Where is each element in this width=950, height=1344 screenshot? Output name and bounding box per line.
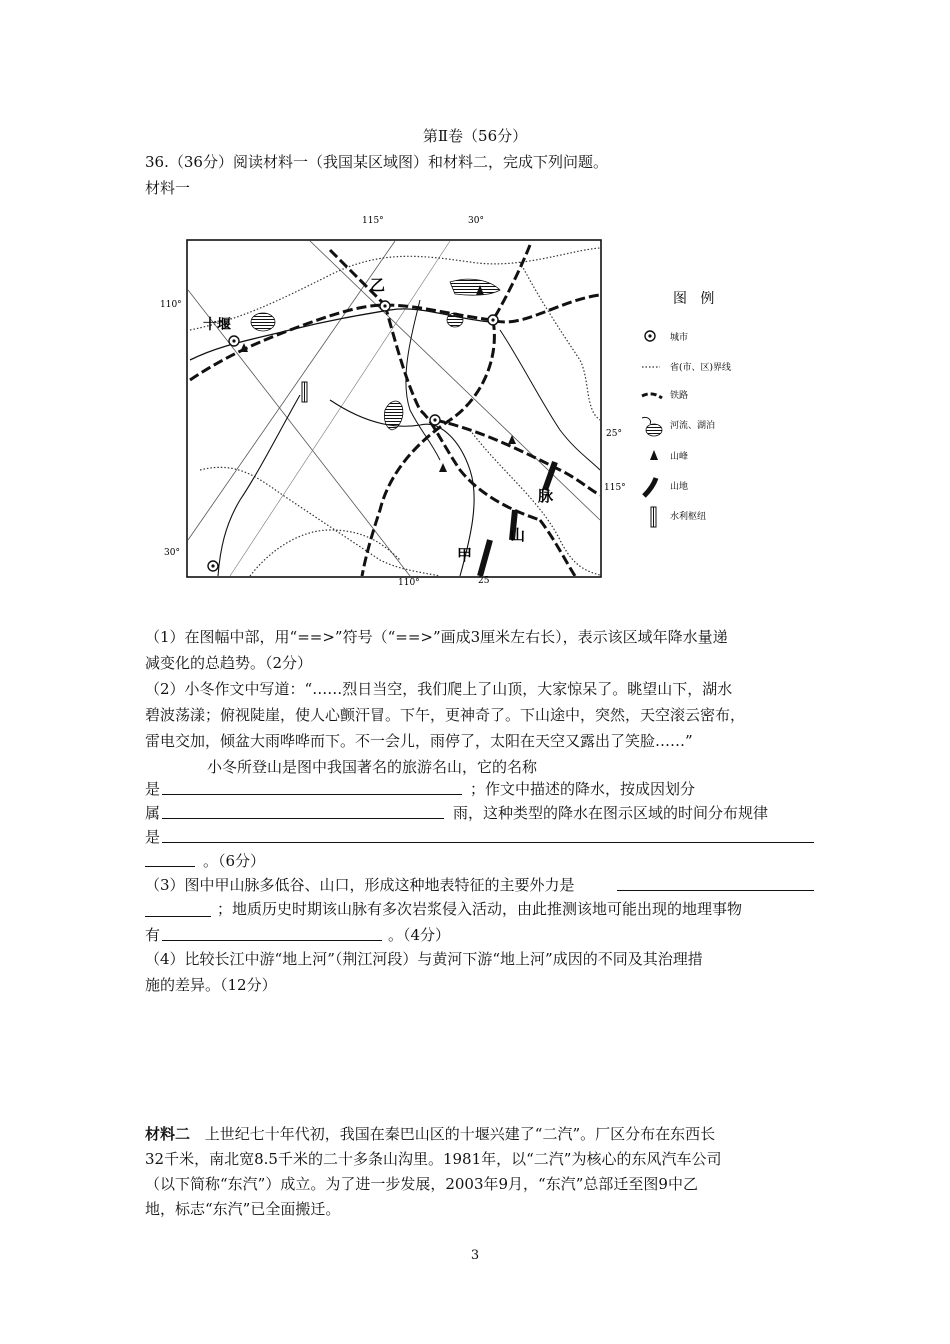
q3-line2b: ；地质历史时期该山脉有多次岩浆侵入活动，由此推测该地可能出现的地理事物	[217, 900, 743, 918]
coord-top-115: 115°	[362, 216, 384, 226]
label-yi: 乙	[370, 276, 386, 294]
q2-line6b: 雨，这种类型的降水在图示区域的时间分布规律	[453, 804, 769, 822]
answer-blank-rain-pattern-1[interactable]	[162, 842, 814, 843]
legend-item-peak: 山峰	[670, 452, 689, 462]
section-title: 第Ⅱ卷（56分）	[422, 127, 528, 145]
q1-line1: （1）在图幅中部，用“==>”符号（“==>”画成3厘米左右长），表示该区域年降水量递	[145, 628, 728, 646]
coord-left-30: 30°	[164, 548, 180, 558]
material2-label: 材料二	[145, 1125, 191, 1143]
material2-line2: 32千米，南北宽8.5千米的二十多条山沟里。1981年，以“二汽”为核心的东风汽车公司	[145, 1150, 722, 1168]
peak-icon	[650, 450, 658, 460]
legend-item-city: 城市	[670, 333, 689, 343]
page-number: 3	[470, 1248, 480, 1263]
label-mai: 脉	[538, 487, 554, 505]
q2-line3: 雷电交加，倾盆大雨哗哗而下。不一会儿，雨停了，太阳在天空又露出了笑脸……”	[145, 732, 693, 750]
map-content	[188, 241, 600, 576]
map-legend	[642, 291, 731, 527]
legend-item-dam: 水利枢纽	[670, 512, 707, 522]
label-shiyan: 十堰	[203, 317, 231, 333]
coord-left-110: 110°	[160, 300, 182, 310]
coord-top-30: 30°	[468, 216, 484, 226]
q3-line3b: 。（4分）	[388, 926, 451, 944]
lake-icon	[646, 424, 662, 436]
q4-line1: （4）比较长江中游“地上河”（荆江河段）与黄河下游“地上河”成因的不同及其治理措	[145, 950, 703, 968]
legend-item-boundary: 省(市、区)界线	[670, 363, 732, 373]
legend-item-mountain: 山地	[670, 482, 689, 492]
q2-line5a: 是	[145, 780, 161, 798]
answer-blank-external-force-2[interactable]	[145, 916, 211, 917]
material2-line1	[145, 1124, 715, 1144]
coord-right-115: 115°	[604, 483, 626, 493]
label-shan: 山	[510, 526, 526, 544]
coord-right-25: 25°	[606, 429, 622, 439]
city-markers	[208, 301, 498, 571]
q4-line2: 施的差异。（12分）	[145, 976, 277, 994]
material2-line3: （以下简称“东汽”）成立。为了进一步发展，2003年9月，“东汽”总部迁至图9中乙	[145, 1175, 698, 1193]
answer-blank-rain-type[interactable]	[162, 818, 444, 819]
region-map	[0, 0, 950, 620]
answer-blank-external-force-1[interactable]	[617, 890, 814, 891]
legend-item-railway: 铁路	[670, 391, 689, 401]
q3-line1: （3）图中甲山脉多低谷、山口，形成这种地表特征的主要外力是	[145, 876, 575, 894]
label-jia: 甲	[457, 546, 473, 564]
answer-blank-geo-features[interactable]	[162, 940, 382, 941]
q1-line2: 减变化的总趋势。（2分）	[145, 654, 313, 672]
q2-line2: 碧波荡漾；俯视陡崖，使人心颤汗冒。下午，更神奇了。下山途中，突然，天空滚云密布，	[145, 706, 746, 724]
q2-line8b: 。（6分）	[203, 852, 266, 870]
answer-blank-mountain-name[interactable]	[162, 794, 462, 795]
answer-blank-rain-pattern-2[interactable]	[145, 866, 195, 867]
q2-line6a: 属	[145, 804, 161, 822]
railway-icon	[642, 394, 662, 398]
material1-label: 材料一	[145, 179, 191, 197]
q2-line7a: 是	[145, 828, 161, 846]
question-intro: 36.（36分）阅读材料一（我国某区域图）和材料二，完成下列问题。	[145, 153, 608, 171]
mountain-icon	[644, 478, 656, 496]
coord-bottom-110: 110°	[398, 578, 420, 588]
q2-line5b: ；作文中描述的降水，按成因划分	[470, 780, 696, 798]
legend-item-river-lake: 河流、湖泊	[670, 421, 716, 431]
q2-line1: （2）小冬作文中写道：“……烈日当空，我们爬上了山顶，大家惊呆了。眺望山下，湖水	[145, 680, 733, 698]
material2-line4: 地，标志“东汽”已全面搬迁。	[145, 1200, 341, 1218]
river-icon	[642, 417, 651, 424]
material2-text-1: 上世纪七十年代初，我国在秦巴山区的十堰兴建了“二汽”。厂区分布在东西长	[204, 1125, 716, 1143]
q2-line4: 小冬所登山是图中我国著名的旅游名山，它的名称	[207, 758, 538, 776]
coord-bottom-25: 25	[478, 576, 490, 586]
legend-title: 图 例	[673, 291, 715, 307]
q3-line3a: 有	[145, 926, 161, 944]
